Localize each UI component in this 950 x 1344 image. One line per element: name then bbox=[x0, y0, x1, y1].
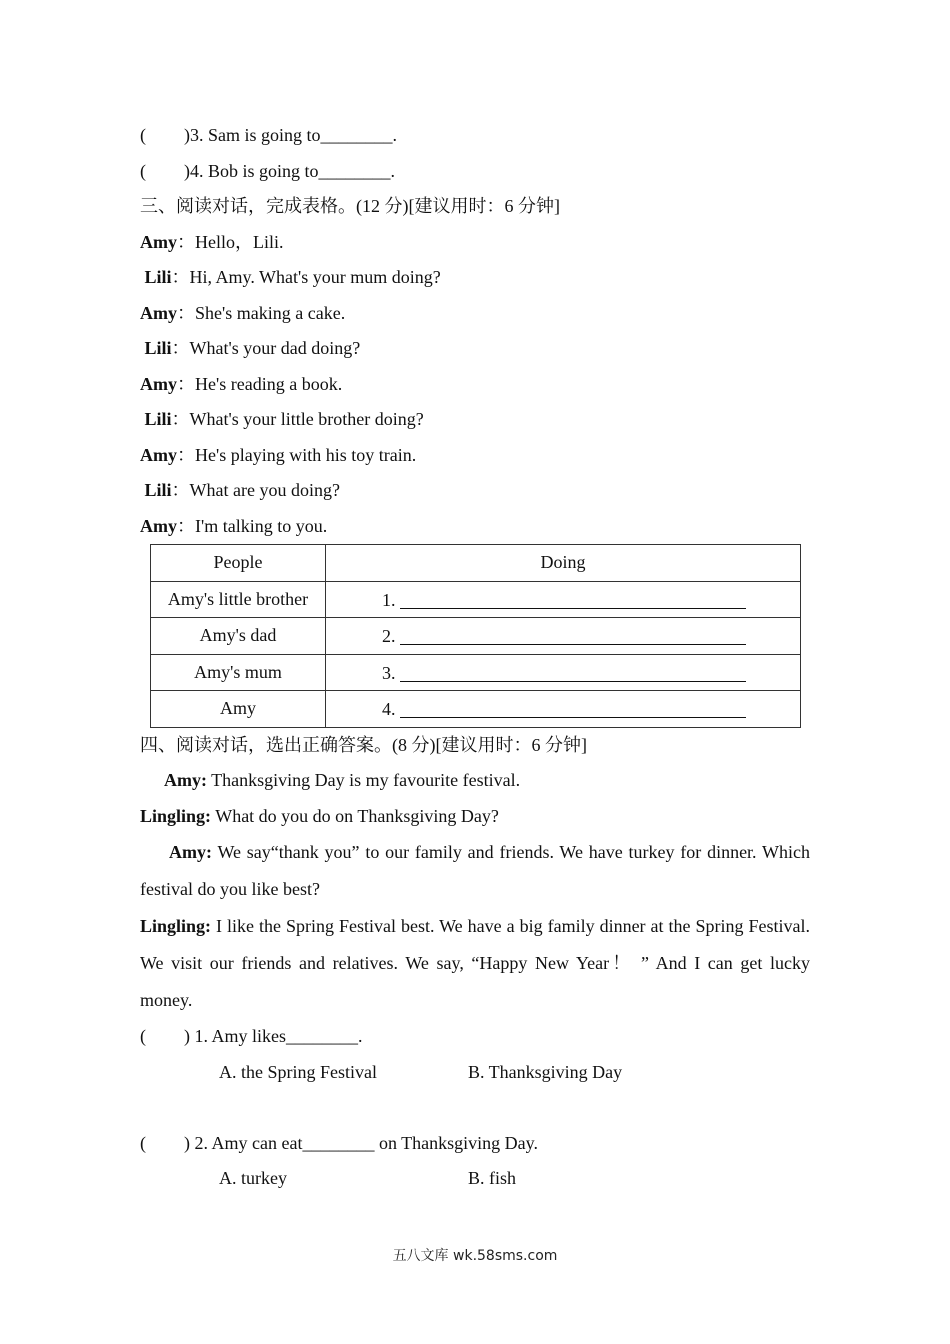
person-cell: Amy's mum bbox=[151, 654, 326, 691]
dialogue-text: I like the Spring Festival best. We have a big family dinner at the Spring Festival. We visit our friends and relatives. We say, “Happy New Year！ ” And I can get lucky money. bbox=[140, 916, 810, 1010]
dialogue-paragraph bbox=[140, 908, 810, 1019]
table-row bbox=[151, 581, 801, 618]
table-row bbox=[151, 654, 801, 691]
question-4 bbox=[140, 154, 810, 190]
dialogue-line bbox=[140, 473, 810, 509]
table-row bbox=[151, 691, 801, 728]
speaker: Amy bbox=[140, 373, 177, 394]
column-header-people: People bbox=[151, 545, 326, 582]
answer-blank[interactable] bbox=[400, 588, 746, 609]
dialogue-text: He's playing with his toy train. bbox=[195, 444, 417, 465]
dialogue-text: Hello，Lili. bbox=[195, 231, 284, 252]
blank-number: 2. bbox=[382, 626, 396, 647]
speaker: Amy: bbox=[164, 770, 207, 790]
dialogue-line bbox=[140, 799, 810, 835]
table-row bbox=[151, 618, 801, 655]
speaker: Lili bbox=[144, 409, 172, 429]
section4-heading: 四、阅读对话，选出正确答案。(8 分)[建议用时：6 分钟] bbox=[140, 734, 587, 755]
answer-cell[interactable] bbox=[326, 654, 801, 691]
person-cell: Amy's little brother bbox=[151, 581, 326, 618]
dialogue-text: What do you do on Thanksgiving Day? bbox=[211, 805, 499, 826]
dialogue-text: I'm talking to you. bbox=[195, 515, 328, 536]
activity-table bbox=[150, 544, 801, 728]
separator: ： bbox=[177, 231, 195, 252]
options-row bbox=[140, 1055, 810, 1091]
question-3 bbox=[140, 118, 810, 154]
option-b[interactable]: B. fish bbox=[468, 1168, 517, 1188]
blank-number: 1. bbox=[382, 589, 396, 610]
dialogue-line bbox=[140, 509, 810, 545]
dialogue-text: We say“thank you” to our family and friends. We have turkey for dinner. Which festival do you like best? bbox=[140, 842, 810, 899]
question-text: )3. Sam is going to________. bbox=[184, 125, 398, 145]
dialogue-text: He's reading a book. bbox=[195, 373, 343, 394]
dialogue-text: What's your little brother doing? bbox=[189, 409, 424, 429]
option-a[interactable]: A. turkey bbox=[219, 1168, 287, 1188]
blank-number: 4. bbox=[382, 699, 396, 720]
speaker: Lili bbox=[144, 338, 172, 358]
dialogue-line bbox=[140, 402, 810, 438]
speaker: Lingling: bbox=[140, 805, 212, 826]
dialogue-text: What are you doing? bbox=[189, 480, 340, 500]
dialogue-line bbox=[140, 225, 810, 261]
mc-question-1 bbox=[140, 1019, 810, 1055]
answer-blank[interactable] bbox=[400, 624, 746, 645]
dialogue-text: She's making a cake. bbox=[195, 302, 346, 323]
separator: ： bbox=[177, 444, 195, 465]
person-cell: Amy bbox=[151, 691, 326, 728]
answer-cell[interactable] bbox=[326, 618, 801, 655]
column-header-doing: Doing bbox=[326, 545, 801, 582]
speaker: Amy bbox=[140, 515, 177, 536]
dialogue-line bbox=[140, 260, 810, 296]
speaker: Amy: bbox=[169, 842, 212, 862]
answer-paren: ( bbox=[140, 1132, 146, 1153]
mc-question-2 bbox=[140, 1126, 810, 1162]
spacer bbox=[140, 1090, 810, 1126]
dialogue-line bbox=[140, 763, 810, 799]
section3-heading: 三、阅读对话，完成表格。(12 分)[建议用时：6 分钟] bbox=[140, 196, 560, 216]
table-header-row bbox=[151, 545, 801, 582]
answer-paren: ( bbox=[140, 160, 146, 181]
question-text: ) 2. Amy can eat________ on Thanksgiving Day. bbox=[184, 1132, 538, 1153]
speaker: Lingling: bbox=[140, 916, 212, 936]
speaker: Amy bbox=[140, 231, 177, 252]
speaker: Amy bbox=[140, 302, 177, 323]
worksheet-page bbox=[140, 118, 810, 1197]
separator: ： bbox=[177, 302, 195, 323]
speaker: Amy bbox=[140, 444, 177, 465]
separator: ： bbox=[177, 515, 195, 536]
question-text: ) 1. Amy likes________. bbox=[184, 1026, 363, 1046]
separator: ： bbox=[171, 480, 190, 500]
dialogue-text: Hi, Amy. What's your mum doing? bbox=[189, 267, 441, 287]
answer-paren: ( bbox=[140, 1026, 146, 1046]
options-row bbox=[140, 1161, 810, 1197]
dialogue-text: Thanksgiving Day is my favourite festival. bbox=[207, 770, 521, 790]
footer-watermark: 五八文库 wk.58sms.com bbox=[392, 1248, 558, 1264]
option-a[interactable]: A. the Spring Festival bbox=[219, 1061, 377, 1082]
dialogue-text: What's your dad doing? bbox=[189, 338, 361, 358]
blank-number: 3. bbox=[382, 662, 396, 683]
separator: ： bbox=[171, 338, 190, 358]
dialogue-line bbox=[140, 296, 810, 332]
answer-cell[interactable] bbox=[326, 581, 801, 618]
person-cell: Amy's dad bbox=[151, 618, 326, 655]
question-text: )4. Bob is going to________. bbox=[184, 160, 396, 181]
dialogue-line bbox=[140, 438, 810, 474]
answer-blank[interactable] bbox=[400, 697, 746, 718]
separator: ： bbox=[171, 267, 190, 287]
dialogue-line bbox=[140, 367, 810, 403]
dialogue-line bbox=[140, 331, 810, 367]
option-b[interactable]: B. Thanksgiving Day bbox=[468, 1061, 623, 1082]
speaker: Lili bbox=[144, 267, 172, 287]
speaker: Lili bbox=[144, 480, 172, 500]
answer-blank[interactable] bbox=[400, 661, 746, 682]
answer-cell[interactable] bbox=[326, 691, 801, 728]
dialogue-paragraph bbox=[140, 834, 810, 908]
answer-paren: ( bbox=[140, 125, 146, 145]
separator: ： bbox=[177, 373, 195, 394]
separator: ： bbox=[171, 409, 190, 429]
